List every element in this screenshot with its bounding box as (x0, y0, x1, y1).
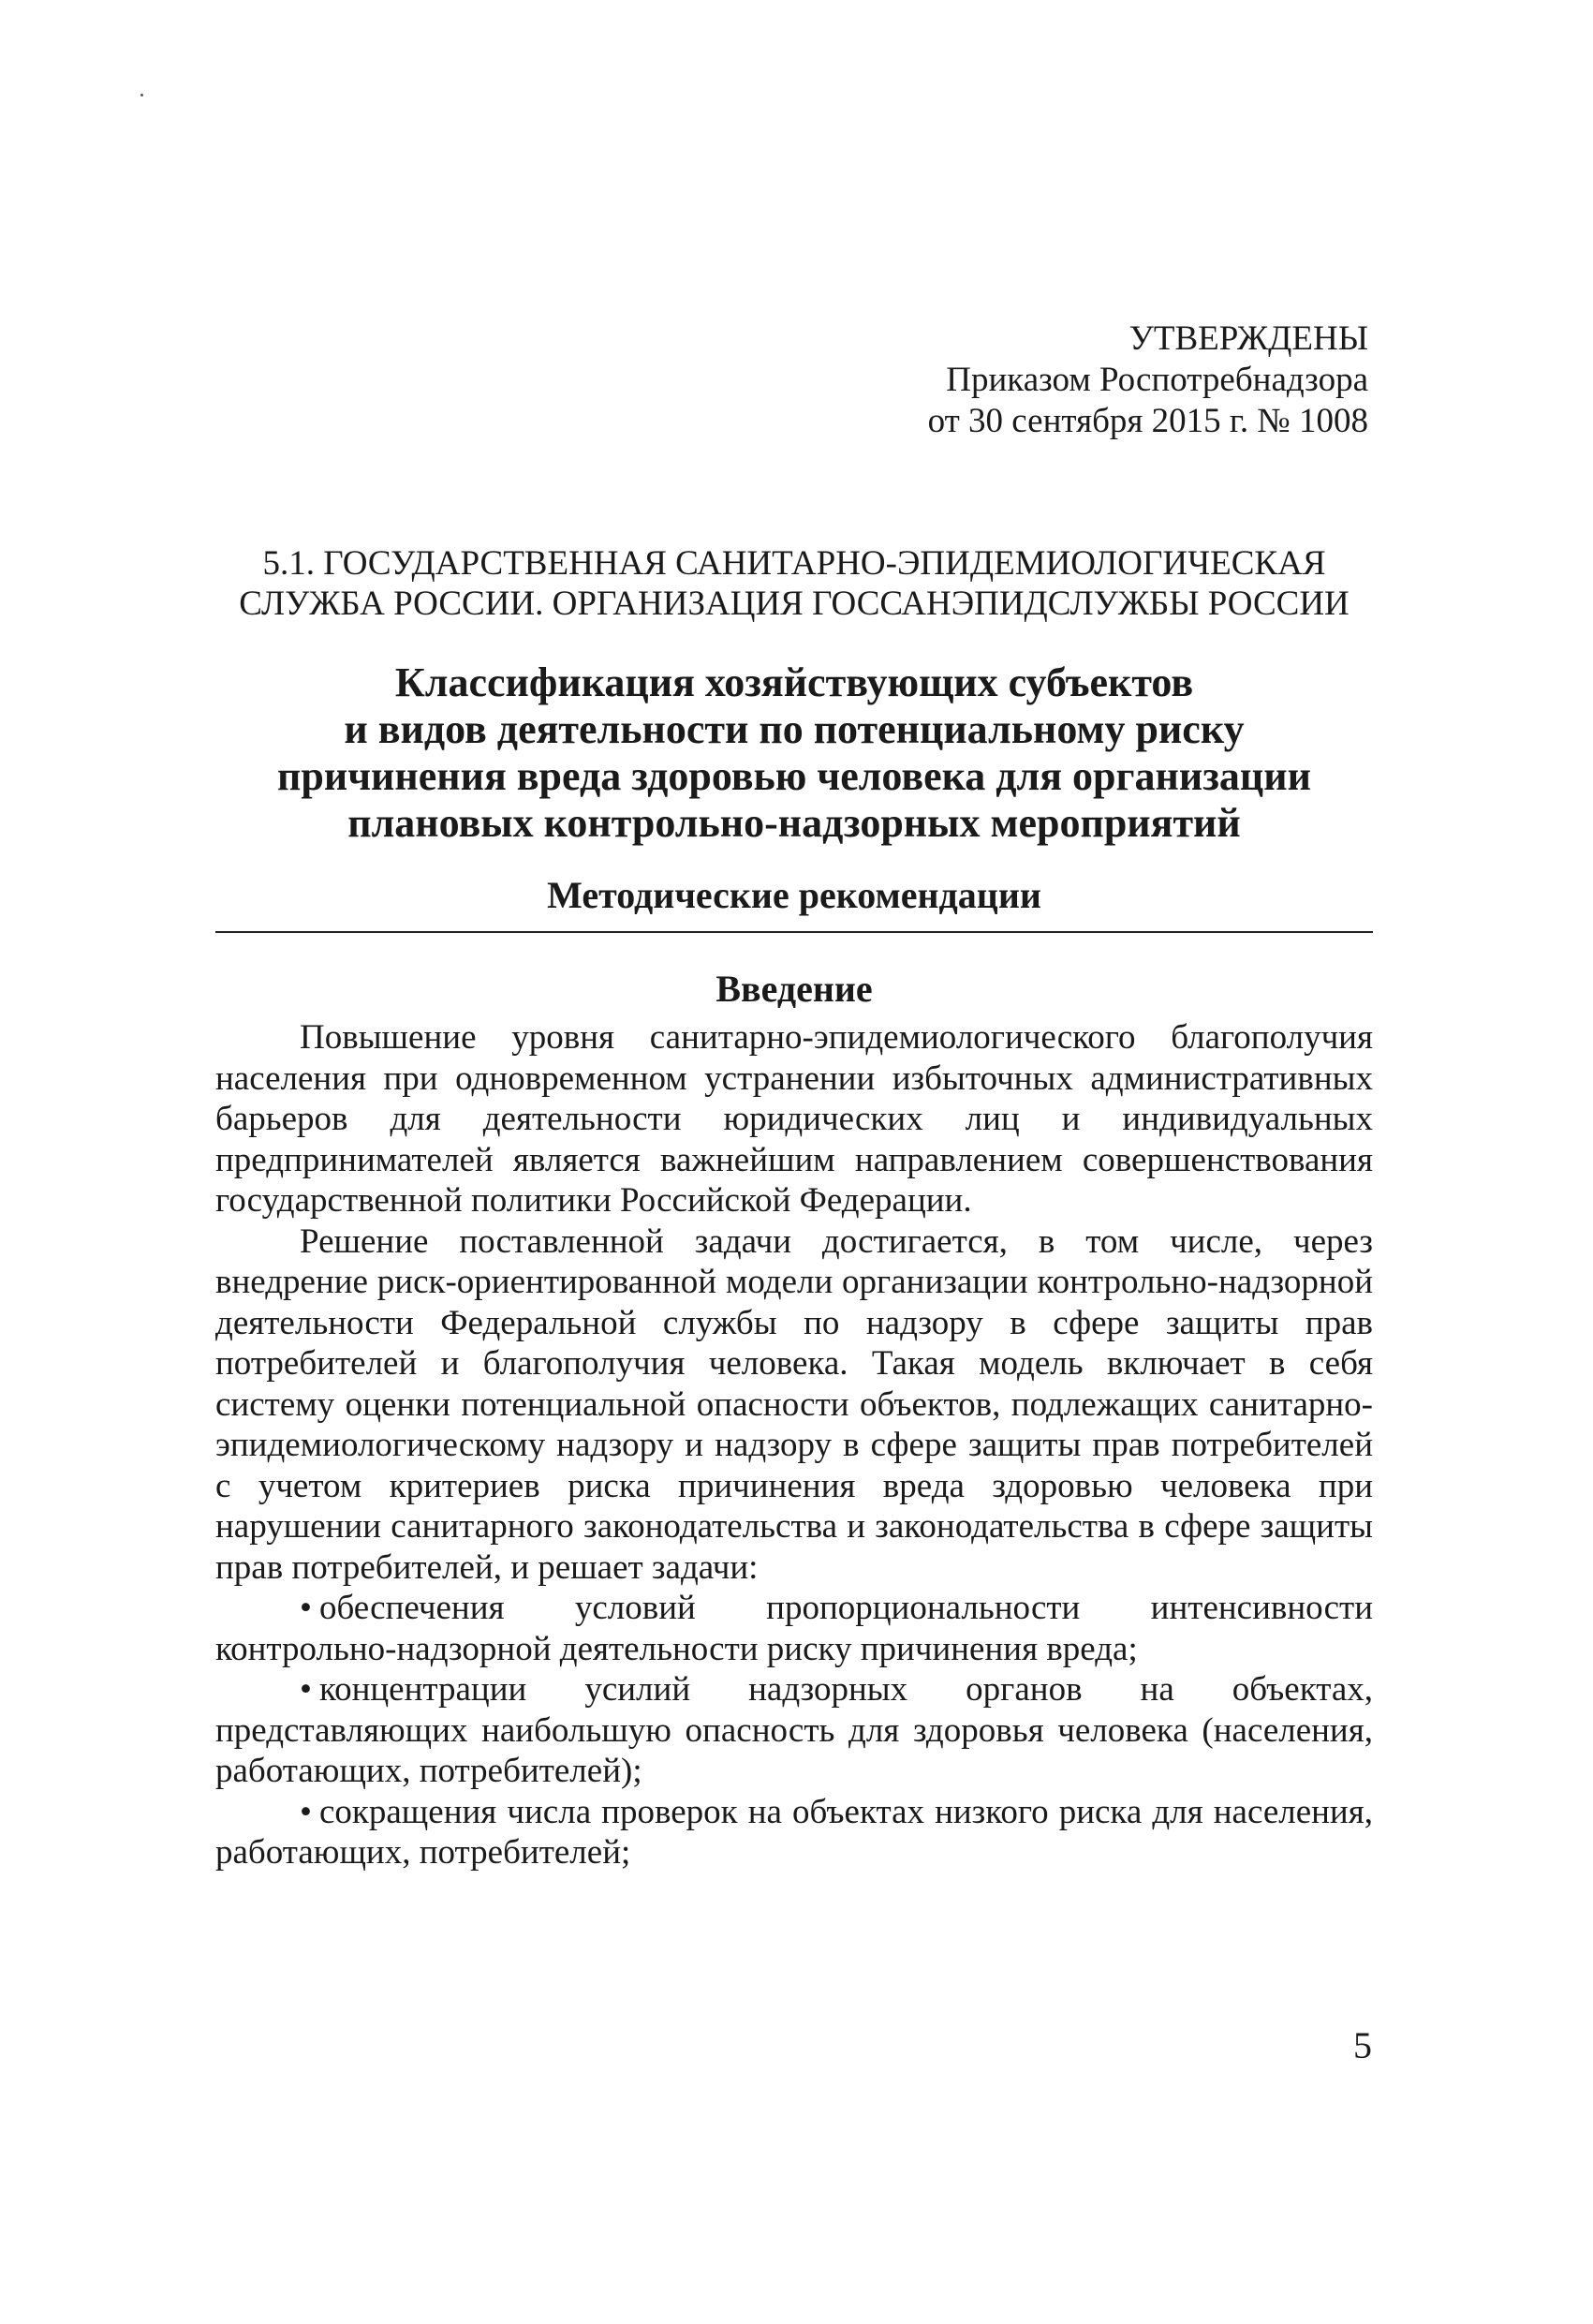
bullet-icon: • (300, 1589, 312, 1627)
main-content (215, 543, 1373, 1873)
document-title (215, 659, 1373, 847)
intro-paragraph: Повышение уровня санитарно-эпидемиологического благополучия населения при одновременном устранении избыточных административных барьеров для деятельности юридических лиц и индивидуальных предпринимателей является важнейшим направлением совершенствования государственной политики Российской Федерации. (215, 1018, 1373, 1220)
title-line: и видов деятельности по потенциальному риску (344, 706, 1245, 752)
bullet-item (215, 1792, 1373, 1873)
approval-order: Приказом Роспотребнадзора (946, 361, 1368, 399)
approval-block (713, 318, 1368, 442)
intro-heading: Введение (715, 968, 873, 1010)
section-heading-line-2: СЛУЖБА РОССИИ. ОРГАНИЗАЦИЯ ГОССАНЭПИДСЛУЖБЫ РОССИИ (239, 585, 1350, 623)
bullet-icon: • (300, 1670, 312, 1709)
page-number: 5 (1353, 2024, 1372, 2066)
title-line: Классификация хозяйствующих субъектов (394, 659, 1194, 705)
section-heading-line-1: 5.1. ГОСУДАРСТВЕННАЯ САНИТАРНО-ЭПИДЕМИОЛОГИЧЕСКАЯ (262, 544, 1326, 583)
approval-status: УТВЕРЖДЕНЫ (1128, 319, 1368, 358)
document-subtitle: Методические рекомендации (547, 874, 1041, 916)
bullet-item (215, 1588, 1373, 1669)
bullet-icon: • (300, 1792, 312, 1831)
bullet-text: обеспечения условий пропорциональности интенсивности контрольно-надзорной деятельности риску причинения вреда; (215, 1589, 1373, 1668)
bullet-text: концентрации усилий надзорных органов на объектах, представляющих наибольшую опасность для здоровья человека (населения, работающих, потребителей); (215, 1670, 1373, 1790)
bullet-text: сокращения числа проверок на объектах низкого риска для населения, работающих, потребителей; (215, 1792, 1373, 1872)
approval-date: от 30 сентября 2015 г. № 1008 (927, 402, 1368, 440)
horizontal-rule (215, 931, 1373, 933)
title-line: причинения вреда здоровью человека для организации (277, 753, 1311, 799)
title-line: плановых контрольно-надзорных мероприятий (347, 800, 1241, 846)
scan-speck (140, 94, 143, 96)
bullet-item (215, 1669, 1373, 1792)
intro-paragraph: Решение поставленной задачи достигается, в том числе, через внедрение риск-ориентированной модели организации контрольно-надзорной деятельности Федеральной службы по надзору в сфере защиты прав потребителей и благополучия человека. Такая модель включает в себя систему оценки потенциальной опасности объектов, подлежащих санитарно-эпидемиологическому надзору и надзору в сфере защиты прав потребителей с учетом критериев риска причинения вреда здоровью человека при нарушении санитарного законодательства и законодательства в сфере защиты прав потребителей, и решает задачи: (215, 1221, 1373, 1587)
